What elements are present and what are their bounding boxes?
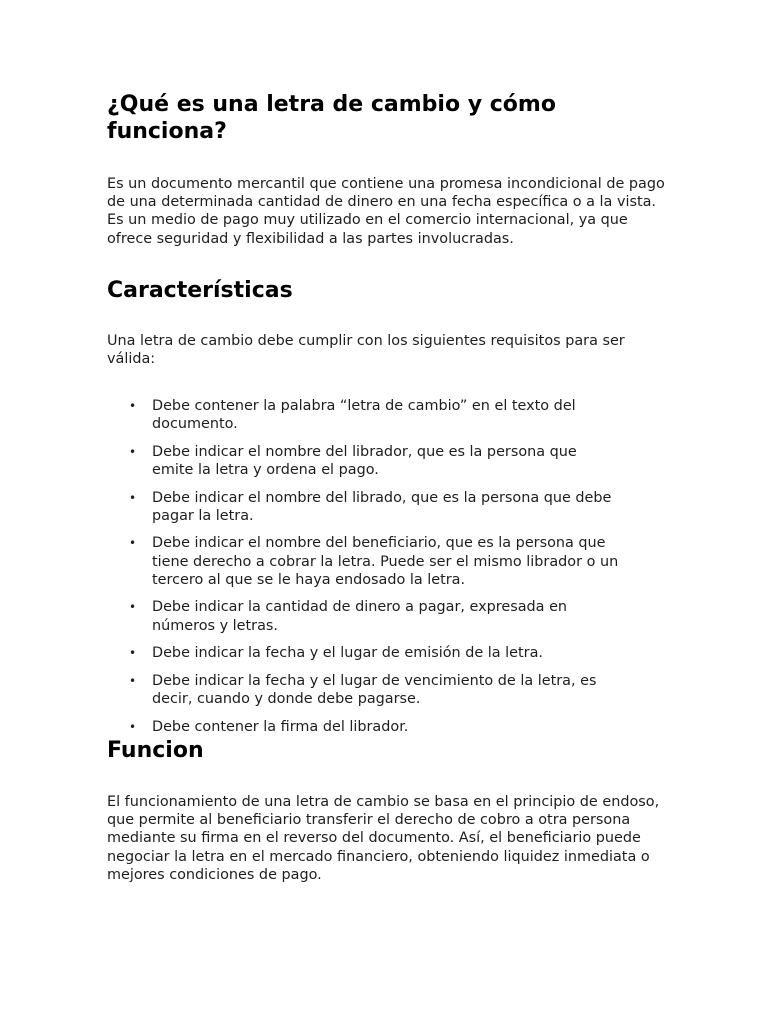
- list-item: [107, 672, 622, 708]
- list-item-text: Debe contener la palabra “letra de cambio” en el texto del documento.: [152, 398, 576, 433]
- requirements-list: [107, 397, 667, 745]
- list-item-text: Debe indicar la fecha y el lugar de vencimiento de la letra, es decir, cuando y donde debe pagarse.: [152, 672, 597, 707]
- bullet-icon: •: [129, 444, 137, 459]
- bullet-icon: •: [129, 719, 137, 734]
- list-item: [107, 397, 622, 433]
- function-paragraph: El funcionamiento de una letra de cambio se basa en el principio de endoso, que permite al beneficiario transferir el derecho de cobro a otra persona mediante su firma en el reverso del documento. Así, el beneficiario puede negociar la letra en el mercado financiero, obteniendo liquidez inmediata o mejores condiciones de pago.: [107, 794, 660, 883]
- bullet-icon: •: [129, 673, 137, 688]
- list-item-text: Debe indicar el nombre del beneficiario, que es la persona que tiene derecho a cobrar la letra. Puede ser el mismo librador o un tercero al que se le haya endosado la letra.: [152, 535, 619, 588]
- list-item: [107, 644, 622, 662]
- section-heading-funcion: Funcion: [107, 738, 204, 763]
- bullet-icon: •: [129, 600, 137, 615]
- list-item: [107, 718, 622, 736]
- list-item-text: Debe indicar la fecha y el lugar de emisión de la letra.: [152, 645, 543, 662]
- list-item-text: Debe indicar el nombre del librado, que es la persona que debe pagar la letra.: [152, 489, 612, 524]
- list-item-text: Debe indicar la cantidad de dinero a pagar, expresada en números y letras.: [152, 599, 568, 634]
- bullet-icon: •: [129, 490, 137, 505]
- requirements-lead-paragraph: Una letra de cambio debe cumplir con los siguientes requisitos para ser válida:: [107, 333, 625, 368]
- bullet-icon: •: [129, 536, 137, 551]
- list-item: [107, 534, 622, 589]
- list-item-text: Debe indicar el nombre del librador, que es la persona que emite la letra y ordena el pago.: [152, 443, 577, 478]
- intro-paragraph: Es un documento mercantil que contiene una promesa incondicional de pago de una determinada cantidad de dinero en una fecha específica o a la vista. Es un medio de pago muy utilizado en el comercio internacional, ya que ofrece seguridad y flexibilidad a las partes involucradas.: [107, 176, 665, 247]
- document-title: ¿Qué es una letra de cambio y cómo funciona?: [107, 92, 556, 144]
- list-item: [107, 489, 622, 525]
- section-heading-caracteristicas: Características: [107, 278, 293, 303]
- list-item: [107, 443, 622, 479]
- list-item: [107, 598, 622, 634]
- bullet-icon: •: [129, 646, 137, 661]
- list-item-text: Debe contener la firma del librador.: [152, 718, 409, 735]
- bullet-icon: •: [129, 399, 137, 413]
